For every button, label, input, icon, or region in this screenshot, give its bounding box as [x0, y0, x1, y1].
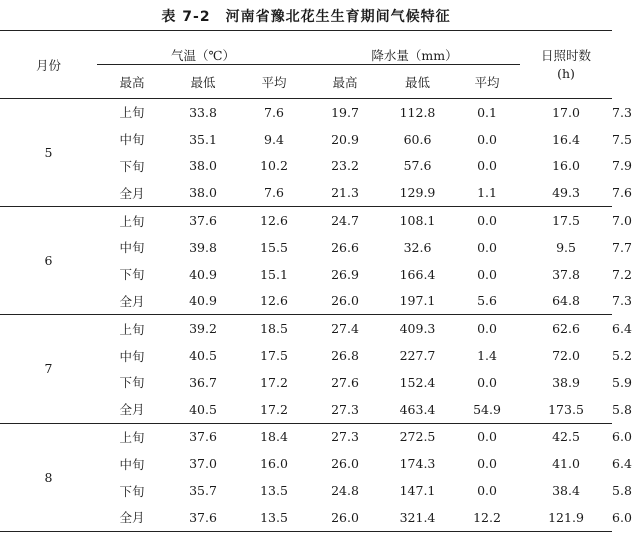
header-rain-avg: 平均 — [454, 65, 520, 99]
rain-min-cell: 0.0 — [477, 429, 497, 445]
table-row: 中旬 37.0 16.0 26.0 174.3 0.0 41.0 6.4 — [0, 450, 612, 477]
temp-avg-cell: 26.8 — [331, 348, 359, 364]
period-cell: 下旬 — [119, 267, 145, 283]
month-cell: 5 — [0, 99, 97, 207]
temp-max-cell: 40.9 — [189, 266, 217, 282]
month-cell: 7 — [0, 315, 97, 423]
period-cell: 全月 — [97, 396, 167, 423]
rain-min-cell: 0.0 — [477, 483, 497, 499]
table-row: 下旬 38.0 10.2 23.2 57.6 0.0 16.0 7.9 — [0, 153, 612, 180]
table-row: 下旬 35.7 13.5 24.8 147.1 0.0 38.4 5.8 — [0, 477, 612, 504]
temp-min-cell: 15.5 — [260, 239, 288, 255]
period-cell: 中旬 — [119, 132, 145, 148]
month-cell: 6 — [0, 207, 97, 315]
header-temp-avg: 平均 — [239, 65, 309, 99]
rain-max-cell: 166.4 — [399, 266, 436, 282]
period-cell: 全月 — [97, 288, 167, 315]
rain-max-cell: 60.6 — [403, 131, 432, 147]
temp-min-cell: 18.4 — [260, 429, 288, 445]
rain-avg-cell: 17.0 — [552, 104, 580, 120]
period-cell: 中旬 — [119, 240, 145, 256]
rain-max-cell: 152.4 — [399, 374, 436, 390]
table-row: 全月 37.6 13.5 26.0 321.4 12.2 121.9 6.0 — [0, 504, 612, 531]
period-cell: 上旬 — [119, 213, 145, 229]
rain-max-cell: 112.8 — [399, 104, 436, 120]
table-row: 下旬 36.7 17.2 27.6 152.4 0.0 38.9 5.9 — [0, 369, 612, 396]
table-row: 5 上旬 33.8 7.6 19.7 112.8 0.1 17.0 7.3 — [0, 99, 612, 126]
temp-min-cell: 13.5 — [260, 483, 288, 499]
temp-max-cell: 40.5 — [167, 396, 239, 423]
temp-min-cell: 12.6 — [239, 288, 309, 315]
table-row: 中旬 35.1 9.4 20.9 60.6 0.0 16.4 7.5 — [0, 126, 612, 153]
temp-min-cell: 16.0 — [260, 456, 288, 472]
header-temp-min: 最低 — [167, 65, 239, 99]
temp-min-cell: 7.6 — [264, 104, 284, 120]
temp-avg-cell: 27.3 — [331, 429, 359, 445]
temp-avg-cell: 20.9 — [331, 131, 359, 147]
temp-avg-cell: 26.9 — [331, 266, 359, 282]
temp-min-cell: 9.4 — [264, 131, 284, 147]
temp-min-cell: 17.5 — [260, 348, 288, 364]
period-cell: 下旬 — [119, 483, 145, 499]
rain-min-cell: 54.9 — [454, 396, 520, 423]
rain-avg-cell: 9.5 — [556, 239, 576, 255]
rain-avg-cell: 41.0 — [552, 456, 580, 472]
temp-max-cell: 39.2 — [189, 321, 217, 337]
rain-max-cell: 147.1 — [399, 483, 436, 499]
table-row: 全月 40.9 12.6 26.0 197.1 5.6 64.8 7.3 — [0, 288, 612, 315]
table-caption: 表 7-2 河南省豫北花生生育期间气候特征 — [161, 9, 451, 25]
rain-max-cell: 463.4 — [381, 396, 454, 423]
header-month: 月份 — [0, 31, 97, 99]
temp-max-cell: 35.1 — [189, 131, 217, 147]
month-cell: 8 — [0, 423, 97, 531]
temp-min-cell: 10.2 — [260, 158, 288, 174]
period-cell: 下旬 — [119, 375, 145, 391]
rain-min-cell: 1.4 — [477, 348, 497, 364]
temp-avg-cell: 26.0 — [331, 456, 359, 472]
rain-avg-cell: 64.8 — [520, 288, 612, 315]
rain-avg-cell: 49.3 — [520, 179, 612, 206]
header-row-group — [0, 31, 612, 65]
table-body — [0, 99, 632, 532]
rain-max-cell: 409.3 — [399, 321, 436, 337]
period-cell: 上旬 — [119, 429, 145, 445]
temp-max-cell: 37.6 — [167, 504, 239, 531]
temp-max-cell: 40.5 — [189, 348, 217, 364]
rain-min-cell: 0.0 — [477, 456, 497, 472]
rain-avg-cell: 38.4 — [552, 483, 580, 499]
rain-avg-cell: 173.5 — [520, 396, 612, 423]
rain-min-cell: 0.0 — [477, 131, 497, 147]
temp-max-cell: 38.0 — [167, 179, 239, 206]
rain-avg-cell: 62.6 — [552, 321, 580, 337]
rain-avg-cell: 121.9 — [520, 504, 612, 531]
rain-min-cell: 0.0 — [477, 239, 497, 255]
period-cell: 中旬 — [119, 348, 145, 364]
rain-min-cell: 0.1 — [477, 104, 497, 120]
table-row: 7 上旬 39.2 18.5 27.4 409.3 0.0 62.6 6.4 — [0, 315, 612, 342]
rain-min-cell: 0.0 — [477, 213, 497, 229]
temp-max-cell: 37.6 — [189, 213, 217, 229]
header-sunshine-label: 日照时数 — [541, 47, 592, 63]
table-row: 下旬 40.9 15.1 26.9 166.4 0.0 37.8 7.2 — [0, 261, 612, 288]
temp-avg-cell: 24.7 — [331, 213, 359, 229]
temp-min-cell: 18.5 — [260, 321, 288, 337]
table-row: 6 上旬 37.6 12.6 24.7 108.1 0.0 17.5 7.0 — [0, 207, 612, 234]
temp-avg-cell: 23.2 — [331, 158, 359, 174]
temp-min-cell: 17.2 — [260, 374, 288, 390]
period-cell: 上旬 — [119, 321, 145, 337]
temp-max-cell: 40.9 — [167, 288, 239, 315]
temp-avg-cell: 27.6 — [331, 374, 359, 390]
header-sunshine — [520, 31, 612, 99]
temp-max-cell: 38.0 — [189, 158, 217, 174]
rain-avg-cell: 42.5 — [552, 429, 580, 445]
rain-avg-cell: 72.0 — [552, 348, 580, 364]
period-cell: 中旬 — [119, 456, 145, 472]
temp-avg-cell: 27.4 — [331, 321, 359, 337]
rain-min-cell: 5.6 — [454, 288, 520, 315]
table-row: 全月 40.5 17.2 27.3 463.4 54.9 173.5 5.8 — [0, 396, 612, 423]
temp-avg-cell: 24.8 — [331, 483, 359, 499]
header-precipitation: 降水量（mm） — [309, 31, 520, 65]
period-cell: 全月 — [97, 504, 167, 531]
period-cell: 上旬 — [119, 105, 145, 121]
temp-min-cell: 17.2 — [239, 396, 309, 423]
rain-max-cell: 57.6 — [403, 158, 432, 174]
rain-min-cell: 0.0 — [477, 266, 497, 282]
rain-avg-cell: 16.0 — [552, 158, 580, 174]
temp-avg-cell: 27.3 — [309, 396, 381, 423]
rain-max-cell: 272.5 — [399, 429, 436, 445]
rain-max-cell: 108.1 — [399, 213, 436, 229]
rain-max-cell: 129.9 — [381, 179, 454, 206]
rain-min-cell: 1.1 — [454, 179, 520, 206]
temp-min-cell: 15.1 — [260, 266, 288, 282]
header-rain-max: 最高 — [309, 65, 381, 99]
rain-avg-cell: 17.5 — [552, 213, 580, 229]
temp-min-cell: 12.6 — [260, 213, 288, 229]
climate-table — [0, 30, 632, 532]
table-row: 中旬 40.5 17.5 26.8 227.7 1.4 72.0 5.2 — [0, 342, 612, 369]
temp-avg-cell: 21.3 — [309, 179, 381, 206]
temp-avg-cell: 19.7 — [331, 104, 359, 120]
temp-min-cell: 7.6 — [239, 179, 309, 206]
temp-avg-cell: 26.0 — [309, 288, 381, 315]
header-temperature: 气温（℃） — [97, 31, 309, 65]
period-cell: 全月 — [97, 179, 167, 206]
temp-max-cell: 33.8 — [189, 104, 217, 120]
temp-max-cell: 35.7 — [189, 483, 217, 499]
table-row: 中旬 39.8 15.5 26.6 32.6 0.0 9.5 7.7 — [0, 234, 612, 261]
temp-max-cell: 37.6 — [189, 429, 217, 445]
table-row: 全月 38.0 7.6 21.3 129.9 1.1 49.3 7.6 — [0, 179, 612, 206]
rain-min-cell: 0.0 — [477, 158, 497, 174]
rain-max-cell: 227.7 — [399, 348, 436, 364]
period-cell: 下旬 — [119, 158, 145, 174]
rain-max-cell: 321.4 — [381, 504, 454, 531]
rain-avg-cell: 38.9 — [552, 374, 580, 390]
header-temp-max: 最高 — [97, 65, 167, 99]
rain-max-cell: 32.6 — [403, 239, 432, 255]
temp-avg-cell: 26.0 — [309, 504, 381, 531]
rain-avg-cell: 37.8 — [552, 266, 580, 282]
temp-avg-cell: 26.6 — [331, 239, 359, 255]
header-sunshine-unit: (h) — [557, 65, 575, 81]
rain-avg-cell: 16.4 — [552, 131, 580, 147]
rain-min-cell: 0.0 — [477, 321, 497, 337]
header-rain-min: 最低 — [381, 65, 454, 99]
rain-min-cell: 0.0 — [477, 374, 497, 390]
rain-min-cell: 12.2 — [454, 504, 520, 531]
temp-max-cell: 39.8 — [189, 239, 217, 255]
temp-max-cell: 36.7 — [189, 374, 217, 390]
rain-max-cell: 197.1 — [381, 288, 454, 315]
rain-max-cell: 174.3 — [399, 456, 436, 472]
temp-max-cell: 37.0 — [189, 456, 217, 472]
table-row: 8 上旬 37.6 18.4 27.3 272.5 0.0 42.5 6.0 — [0, 423, 612, 450]
temp-min-cell: 13.5 — [239, 504, 309, 531]
